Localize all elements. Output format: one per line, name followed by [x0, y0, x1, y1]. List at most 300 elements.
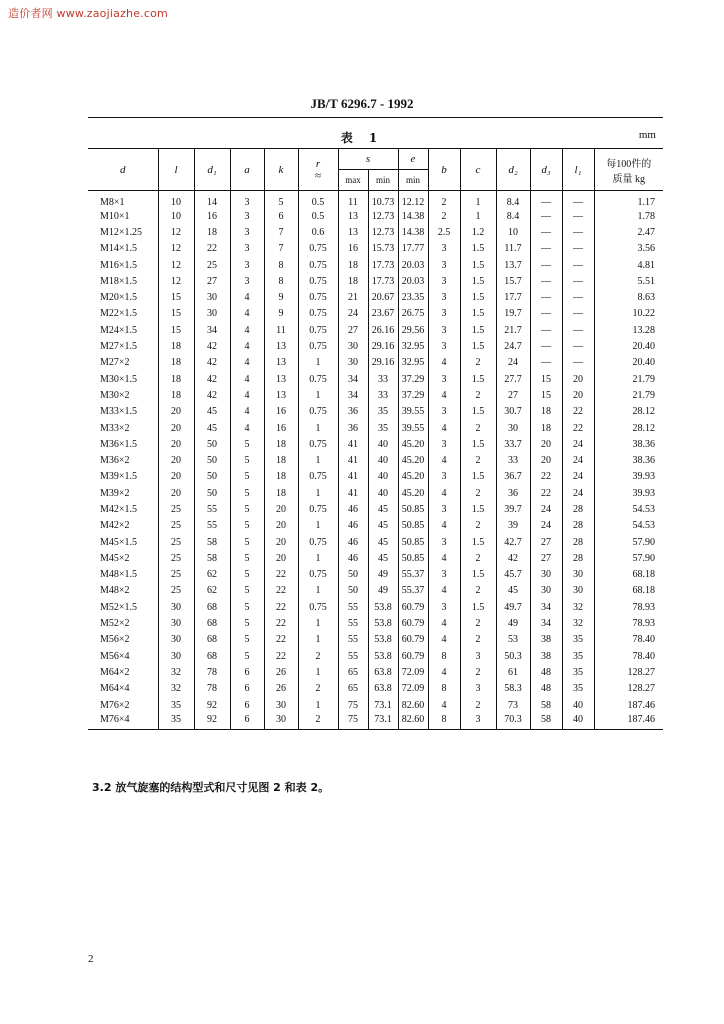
cell-s-max: 13	[338, 224, 368, 240]
cell-d2: 17.7	[496, 289, 530, 305]
cell-l: 25	[158, 583, 194, 599]
cell-l: 12	[158, 241, 194, 257]
cell-d2: 42.7	[496, 534, 530, 550]
cell-r: 1	[298, 632, 338, 648]
cell-mass: 68.18	[594, 583, 663, 599]
header-s-max: max	[338, 170, 368, 191]
cell-b: 8	[428, 681, 460, 697]
cell-r: 0.5	[298, 208, 338, 224]
cell-c: 2	[460, 518, 496, 534]
cell-k: 26	[264, 681, 298, 697]
header-mass-line1: 每100件的	[606, 158, 652, 170]
cell-k: 18	[264, 469, 298, 485]
cell-d1: 78	[194, 664, 230, 680]
cell-e-min: 37.29	[398, 387, 428, 403]
cell-d1: 50	[194, 469, 230, 485]
cell-l: 20	[158, 404, 194, 420]
cell-l: 10	[158, 208, 194, 224]
header-d3: d₃	[530, 149, 562, 191]
cell-b: 3	[428, 273, 460, 289]
cell-a: 5	[230, 632, 264, 648]
cell-b: 4	[428, 452, 460, 468]
cell-s-max: 18	[338, 257, 368, 273]
cell-c: 1.5	[460, 289, 496, 305]
cell-d3: 30	[530, 583, 562, 599]
cell-s-min: 53.8	[368, 648, 398, 664]
header-rule	[88, 117, 663, 118]
cell-d3: —	[530, 224, 562, 240]
cell-a: 3	[230, 257, 264, 273]
cell-mass: 39.93	[594, 469, 663, 485]
cell-a: 5	[230, 615, 264, 631]
cell-mass: 128.27	[594, 681, 663, 697]
cell-s-max: 46	[338, 518, 368, 534]
cell-b: 3	[428, 469, 460, 485]
cell-l: 20	[158, 452, 194, 468]
cell-e-min: 20.03	[398, 257, 428, 273]
cell-designation: M33×2	[100, 422, 130, 434]
cell-d3: —	[530, 338, 562, 354]
cell-d1: 16	[194, 208, 230, 224]
cell-designation: M56×2	[100, 634, 130, 646]
cell-s-max: 36	[338, 420, 368, 436]
header-e: e	[398, 149, 428, 170]
cell-e-min: 14.38	[398, 208, 428, 224]
header-s-min: min	[368, 170, 398, 191]
cell-designation: M12×1.25	[100, 226, 143, 238]
cell-k: 11	[264, 322, 298, 338]
cell-d3: 38	[530, 648, 562, 664]
table-title: 表 1	[340, 131, 384, 145]
cell-d2: 19.7	[496, 306, 530, 322]
cell-s-max: 50	[338, 567, 368, 583]
cell-b: 8	[428, 713, 460, 729]
table-row	[88, 632, 663, 648]
cell-d3: —	[530, 306, 562, 322]
standard-number: JB/T 6296.7 - 1992	[310, 96, 414, 111]
cell-l: 25	[158, 501, 194, 517]
cell-l1: —	[562, 191, 594, 209]
cell-s-min: 35	[368, 404, 398, 420]
cell-l: 12	[158, 257, 194, 273]
cell-e-min: 45.20	[398, 436, 428, 452]
cell-s-min: 53.8	[368, 599, 398, 615]
cell-s-min: 23.67	[368, 306, 398, 322]
cell-designation: M76×2	[100, 699, 130, 711]
cell-designation: M27×2	[100, 357, 130, 369]
cell-c: 2	[460, 420, 496, 436]
cell-d2: 36.7	[496, 469, 530, 485]
cell-d2: 73	[496, 697, 530, 713]
cell-mass: 78.40	[594, 632, 663, 648]
cell-r: 0.75	[298, 469, 338, 485]
cell-mass: 8.63	[594, 289, 663, 305]
cell-c: 3	[460, 681, 496, 697]
header-a: a	[230, 149, 264, 191]
cell-s-max: 46	[338, 501, 368, 517]
table-row	[88, 583, 663, 599]
cell-a: 5	[230, 550, 264, 566]
cell-d2: 24.7	[496, 338, 530, 354]
table-row	[88, 697, 663, 713]
cell-mass: 54.53	[594, 518, 663, 534]
cell-l: 25	[158, 518, 194, 534]
cell-a: 5	[230, 518, 264, 534]
cell-d1: 55	[194, 501, 230, 517]
cell-r: 1	[298, 485, 338, 501]
cell-mass: 4.81	[594, 257, 663, 273]
cell-designation: M64×2	[100, 666, 130, 678]
cell-l1: —	[562, 257, 594, 273]
cell-e-min: 45.20	[398, 469, 428, 485]
cell-a: 4	[230, 404, 264, 420]
cell-d1: 30	[194, 289, 230, 305]
cell-e-min: 50.85	[398, 534, 428, 550]
cell-d3: —	[530, 273, 562, 289]
cell-s-min: 29.16	[368, 338, 398, 354]
cell-a: 5	[230, 599, 264, 615]
cell-d2: 42	[496, 550, 530, 566]
cell-r: 0.75	[298, 501, 338, 517]
cell-l: 25	[158, 550, 194, 566]
table-row	[88, 534, 663, 550]
cell-c: 1.5	[460, 306, 496, 322]
cell-k: 26	[264, 664, 298, 680]
cell-e-min: 17.77	[398, 241, 428, 257]
table-row	[88, 355, 663, 371]
cell-designation: M22×1.5	[100, 308, 138, 320]
cell-d1: 55	[194, 518, 230, 534]
cell-d3: 58	[530, 713, 562, 729]
cell-l1: 35	[562, 664, 594, 680]
cell-designation: M33×1.5	[100, 406, 138, 418]
cell-designation: M36×2	[100, 455, 130, 467]
cell-d3: —	[530, 241, 562, 257]
cell-l: 20	[158, 420, 194, 436]
table-row	[88, 208, 663, 224]
header-e-min: min	[398, 170, 428, 191]
cell-a: 5	[230, 452, 264, 468]
cell-l1: —	[562, 355, 594, 371]
cell-d2: 15.7	[496, 273, 530, 289]
cell-c: 1.5	[460, 338, 496, 354]
cell-c: 2	[460, 485, 496, 501]
cell-e-min: 12.12	[398, 191, 428, 209]
cell-e-min: 39.55	[398, 420, 428, 436]
cell-d2: 30	[496, 420, 530, 436]
table-row	[88, 567, 663, 583]
cell-s-max: 13	[338, 208, 368, 224]
cell-mass: 38.36	[594, 436, 663, 452]
cell-c: 3	[460, 648, 496, 664]
cell-designation: M14×1.5	[100, 243, 138, 255]
cell-r: 0.75	[298, 599, 338, 615]
cell-b: 4	[428, 485, 460, 501]
cell-r: 0.75	[298, 436, 338, 452]
cell-l: 18	[158, 338, 194, 354]
cell-s-min: 63.8	[368, 681, 398, 697]
cell-l1: 28	[562, 501, 594, 517]
cell-s-min: 40	[368, 436, 398, 452]
cell-l: 30	[158, 599, 194, 615]
cell-k: 30	[264, 713, 298, 729]
cell-c: 1.5	[460, 469, 496, 485]
cell-d2: 49.7	[496, 599, 530, 615]
cell-e-min: 50.85	[398, 550, 428, 566]
cell-r: 0.75	[298, 322, 338, 338]
cell-r: 1	[298, 697, 338, 713]
cell-l1: 24	[562, 485, 594, 501]
cell-d1: 34	[194, 322, 230, 338]
cell-l1: —	[562, 241, 594, 257]
cell-d3: 48	[530, 664, 562, 680]
cell-k: 22	[264, 648, 298, 664]
cell-mass: 13.28	[594, 322, 663, 338]
cell-d2: 39.7	[496, 501, 530, 517]
cell-l: 30	[158, 632, 194, 648]
cell-k: 8	[264, 257, 298, 273]
cell-designation: M8×1	[100, 197, 125, 208]
table-row	[88, 387, 663, 403]
cell-designation: M18×1.5	[100, 275, 138, 287]
cell-a: 4	[230, 306, 264, 322]
cell-r: 0.75	[298, 306, 338, 322]
table-row	[88, 664, 663, 680]
cell-k: 16	[264, 404, 298, 420]
cell-d3: 27	[530, 534, 562, 550]
table-row	[88, 550, 663, 566]
cell-d3: —	[530, 208, 562, 224]
cell-designation: M48×1.5	[100, 569, 138, 581]
cell-d3: 24	[530, 518, 562, 534]
table-row	[88, 241, 663, 257]
cell-d3: 34	[530, 615, 562, 631]
cell-a: 5	[230, 501, 264, 517]
table-row	[88, 371, 663, 387]
cell-designation: M16×1.5	[100, 259, 138, 271]
cell-mass: 38.36	[594, 452, 663, 468]
cell-c: 1.5	[460, 501, 496, 517]
cell-r: 2	[298, 713, 338, 729]
cell-s-max: 46	[338, 550, 368, 566]
cell-k: 20	[264, 518, 298, 534]
cell-s-min: 40	[368, 485, 398, 501]
cell-d3: 18	[530, 420, 562, 436]
cell-l1: 22	[562, 404, 594, 420]
cell-mass: 28.12	[594, 404, 663, 420]
cell-s-max: 65	[338, 681, 368, 697]
cell-d2: 36	[496, 485, 530, 501]
cell-l: 15	[158, 322, 194, 338]
cell-s-min: 40	[368, 469, 398, 485]
cell-c: 1.2	[460, 224, 496, 240]
cell-s-min: 73.1	[368, 697, 398, 713]
cell-l: 30	[158, 615, 194, 631]
cell-e-min: 55.37	[398, 567, 428, 583]
header-d1: d₁	[194, 149, 230, 191]
cell-e-min: 32.95	[398, 338, 428, 354]
cell-k: 22	[264, 632, 298, 648]
cell-r: 1	[298, 452, 338, 468]
cell-l: 20	[158, 469, 194, 485]
cell-s-min: 35	[368, 420, 398, 436]
cell-c: 1.5	[460, 567, 496, 583]
table-row	[88, 404, 663, 420]
header-l1: l₁	[562, 149, 594, 191]
cell-s-max: 55	[338, 599, 368, 615]
cell-b: 4	[428, 697, 460, 713]
header-b: b	[428, 149, 460, 191]
cell-c: 1	[460, 208, 496, 224]
cell-a: 6	[230, 713, 264, 729]
cell-designation: M24×1.5	[100, 324, 138, 336]
cell-d2: 53	[496, 632, 530, 648]
cell-s-max: 36	[338, 404, 368, 420]
cell-mass: 10.22	[594, 306, 663, 322]
cell-d1: 22	[194, 241, 230, 257]
cell-mass: 128.27	[594, 664, 663, 680]
cell-r: 0.75	[298, 371, 338, 387]
cell-d2: 13.7	[496, 257, 530, 273]
cell-d2: 70.3	[496, 713, 530, 729]
unit-label: mm	[638, 129, 656, 141]
cell-d3: 22	[530, 485, 562, 501]
cell-b: 2	[428, 208, 460, 224]
cell-c: 2	[460, 387, 496, 403]
cell-d2: 45	[496, 583, 530, 599]
header-r-approx: ≈	[314, 169, 322, 182]
cell-l1: —	[562, 338, 594, 354]
cell-r: 1	[298, 615, 338, 631]
table-body	[88, 191, 663, 730]
cell-d1: 45	[194, 404, 230, 420]
cell-s-max: 18	[338, 273, 368, 289]
cell-k: 20	[264, 550, 298, 566]
cell-k: 18	[264, 436, 298, 452]
cell-d1: 18	[194, 224, 230, 240]
cell-d2: 30.7	[496, 404, 530, 420]
cell-d3: 24	[530, 501, 562, 517]
cell-designation: M42×2	[100, 520, 130, 532]
cell-s-min: 15.73	[368, 241, 398, 257]
cell-d2: 33.7	[496, 436, 530, 452]
cell-s-max: 65	[338, 664, 368, 680]
cell-e-min: 82.60	[398, 713, 428, 729]
cell-d1: 42	[194, 371, 230, 387]
cell-b: 3	[428, 257, 460, 273]
cell-mass: 1.78	[594, 208, 663, 224]
table-row	[88, 273, 663, 289]
header-l: l	[158, 149, 194, 191]
cell-l1: —	[562, 273, 594, 289]
cell-l: 15	[158, 306, 194, 322]
cell-b: 4	[428, 355, 460, 371]
cell-s-max: 16	[338, 241, 368, 257]
cell-k: 20	[264, 534, 298, 550]
cell-a: 4	[230, 387, 264, 403]
table-row	[88, 306, 663, 322]
cell-s-min: 45	[368, 518, 398, 534]
table-row	[88, 713, 663, 729]
cell-d1: 68	[194, 599, 230, 615]
cell-l: 12	[158, 224, 194, 240]
cell-l: 35	[158, 697, 194, 713]
cell-mass: 78.93	[594, 599, 663, 615]
cell-k: 22	[264, 583, 298, 599]
cell-d1: 27	[194, 273, 230, 289]
cell-designation: M48×2	[100, 585, 130, 597]
cell-l: 30	[158, 648, 194, 664]
cell-s-max: 21	[338, 289, 368, 305]
cell-c: 2	[460, 452, 496, 468]
cell-l1: 35	[562, 681, 594, 697]
cell-r: 0.75	[298, 273, 338, 289]
cell-mass: 3.56	[594, 241, 663, 257]
cell-d2: 45.7	[496, 567, 530, 583]
cell-a: 6	[230, 664, 264, 680]
cell-designation: M45×2	[100, 552, 130, 564]
cell-e-min: 60.79	[398, 615, 428, 631]
cell-k: 22	[264, 615, 298, 631]
cell-a: 6	[230, 681, 264, 697]
cell-k: 5	[264, 191, 298, 209]
cell-d3: 58	[530, 697, 562, 713]
table-row	[88, 485, 663, 501]
cell-mass: 20.40	[594, 338, 663, 354]
cell-d1: 78	[194, 681, 230, 697]
cell-d2: 33	[496, 452, 530, 468]
table-row	[88, 436, 663, 452]
cell-k: 7	[264, 241, 298, 257]
cell-s-min: 45	[368, 534, 398, 550]
cell-d1: 58	[194, 534, 230, 550]
cell-designation: M36×1.5	[100, 438, 138, 450]
cell-a: 4	[230, 371, 264, 387]
cell-d1: 68	[194, 648, 230, 664]
cell-l1: 32	[562, 615, 594, 631]
cell-a: 6	[230, 697, 264, 713]
cell-r: 2	[298, 648, 338, 664]
cell-designation: M42×1.5	[100, 503, 138, 515]
cell-s-max: 55	[338, 615, 368, 631]
cell-e-min: 50.85	[398, 518, 428, 534]
cell-s-min: 17.73	[368, 257, 398, 273]
cell-b: 3	[428, 322, 460, 338]
cell-s-max: 24	[338, 306, 368, 322]
cell-c: 2	[460, 615, 496, 631]
table-row	[88, 322, 663, 338]
cell-a: 5	[230, 485, 264, 501]
cell-l: 18	[158, 387, 194, 403]
cell-l1: —	[562, 289, 594, 305]
cell-a: 3	[230, 224, 264, 240]
cell-l1: —	[562, 224, 594, 240]
cell-mass: 54.53	[594, 501, 663, 517]
cell-mass: 28.12	[594, 420, 663, 436]
cell-e-min: 60.79	[398, 599, 428, 615]
cell-l: 10	[158, 191, 194, 209]
cell-c: 1	[460, 191, 496, 209]
cell-k: 22	[264, 567, 298, 583]
cell-d1: 68	[194, 615, 230, 631]
cell-d1: 14	[194, 191, 230, 209]
cell-l1: 35	[562, 632, 594, 648]
cell-b: 3	[428, 501, 460, 517]
cell-l1: 30	[562, 583, 594, 599]
cell-a: 3	[230, 191, 264, 209]
cell-d1: 45	[194, 420, 230, 436]
table-row	[88, 452, 663, 468]
